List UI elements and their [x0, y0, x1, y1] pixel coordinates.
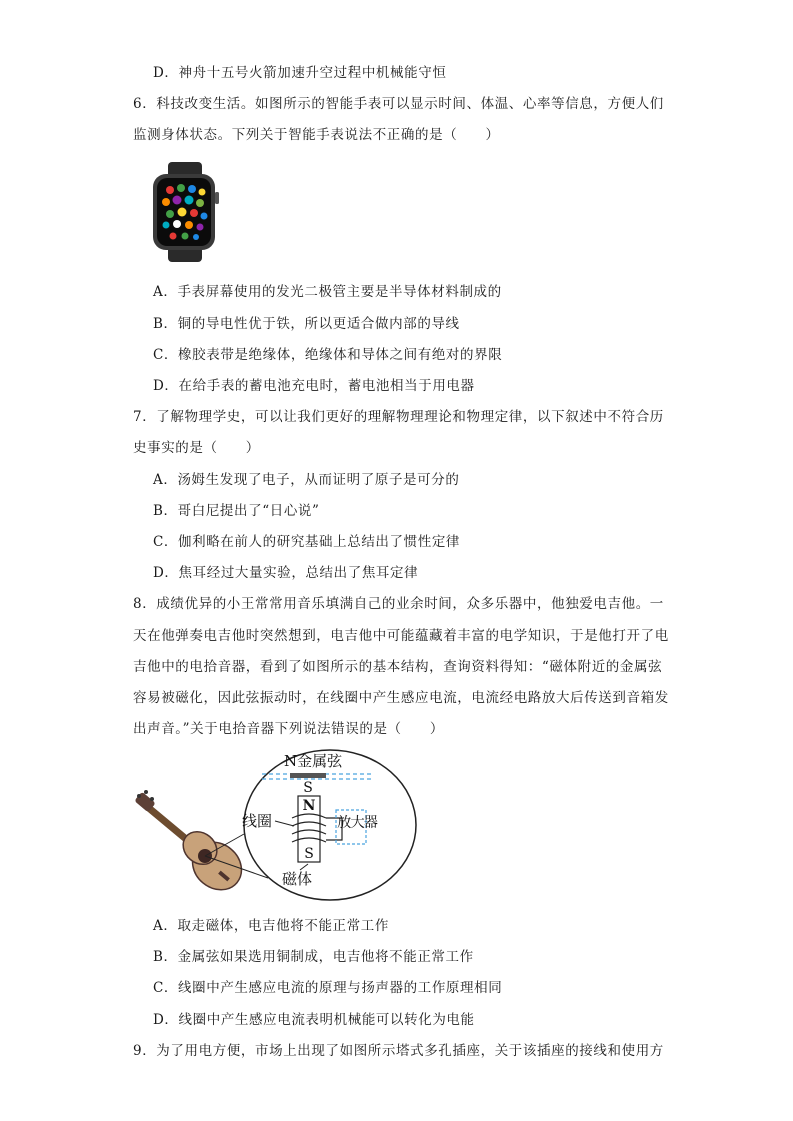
- q8-stem-line2: 天在他弹奏电吉他时突然想到，电吉他中可能蕴藏着丰富的电学知识，于是他打开了电: [133, 628, 669, 644]
- pole-s-top: S: [303, 780, 313, 796]
- pole-s-bottom: S: [304, 846, 314, 862]
- q8-option-d: D．线圈中产生感应电流表明机械能可以转化为电能: [153, 1012, 475, 1028]
- q7-stem-line1: 7．了解物理学史，可以让我们更好的理解物理理论和物理定律，以下叙述中不符合历: [133, 409, 664, 425]
- metal-string: [290, 773, 326, 778]
- q7-option-b: B．哥白尼提出了“日心说”: [153, 503, 320, 519]
- q6-option-b: B．铜的导电性优于铁，所以更适合做内部的导线: [153, 316, 460, 332]
- q6-option-c: C．橡胶表带是绝缘体，绝缘体和导体之间有绝对的界限: [153, 347, 503, 363]
- amplifier-label: 放大器: [337, 815, 376, 831]
- q8-stem-line5: 出声音。”关于电拾音器下列说法错误的是（ ）: [133, 721, 444, 737]
- string-label: N金属弦: [284, 752, 343, 770]
- q8-stem-line4: 容易被磁化，因此弦振动时，在线圈中产生感应电流，电流经电路放大后传送到音箱发: [133, 690, 669, 706]
- pole-n: N: [302, 798, 316, 814]
- q8-option-c: C．线圈中产生感应电流的原理与扬声器的工作原理相同: [153, 980, 503, 996]
- magnet-label: 磁体: [282, 870, 313, 888]
- q7-stem-line2: 史事实的是（ ）: [133, 440, 260, 456]
- q7-option-c: C．伽利略在前人的研究基础上总结出了惯性定律: [153, 534, 461, 550]
- q8-option-a: A．取走磁体，电吉他将不能正常工作: [153, 918, 389, 934]
- q8-stem-line1: 8．成绩优异的小王常常用音乐填满自己的业余时间，众多乐器中，他独爱电吉他。一: [133, 596, 664, 612]
- watch-crown: [215, 192, 219, 204]
- q5-option-d: D．神舟十五号火箭加速升空过程中机械能守恒: [153, 65, 447, 81]
- guitar-pickup-figure: [132, 748, 417, 908]
- q7-option-a: A．汤姆生发现了电子，从而证明了原子是可分的: [153, 472, 460, 488]
- q6-stem-line2: 监测身体状态。下列关于智能手表说法不正确的是（ ）: [133, 127, 500, 143]
- guitar-illustration: [134, 790, 251, 900]
- q6-option-d: D．在给手表的蓄电池充电时，蓄电池相当于用电器: [153, 378, 475, 394]
- q8-option-b: B．金属弦如果选用铜制成，电吉他将不能正常工作: [153, 949, 474, 965]
- coil-label: 线圈: [242, 812, 273, 830]
- smartwatch-figure: [150, 162, 220, 262]
- q8-stem-line3: 吉他中的电拾音器，看到了如图所示的基本结构，查询资料得知：“磁体附近的金属弦: [133, 659, 663, 675]
- q6-option-a: A．手表屏幕使用的发光二极管主要是半导体材料制成的: [153, 284, 502, 300]
- q9-stem-line1: 9．为了用电方便，市场上出现了如图所示塔式多孔插座，关于该插座的接线和使用方: [133, 1043, 664, 1059]
- q6-stem-line1: 6．科技改变生活。如图所示的智能手表可以显示时间、体温、心率等信息，方便人们: [133, 96, 664, 112]
- q7-option-d: D．焦耳经过大量实验，总结出了焦耳定律: [153, 565, 419, 581]
